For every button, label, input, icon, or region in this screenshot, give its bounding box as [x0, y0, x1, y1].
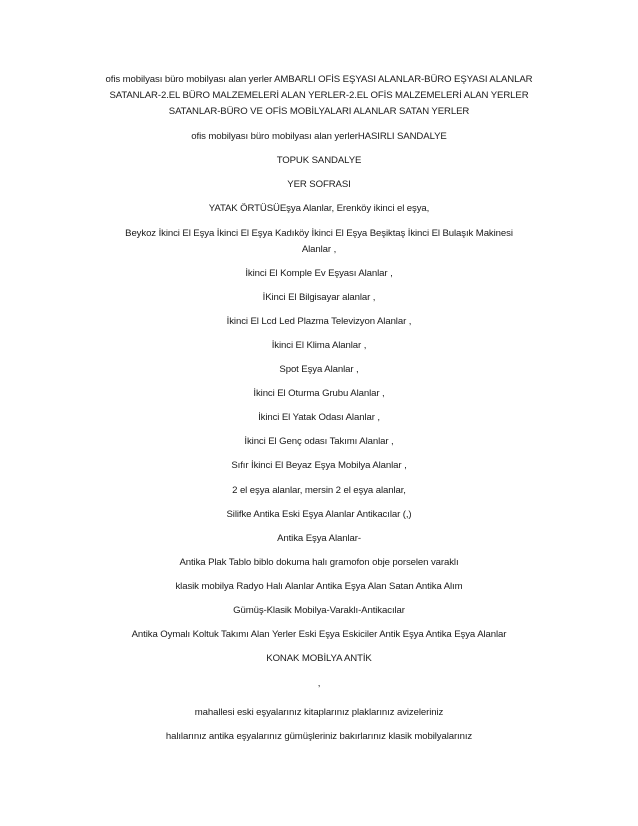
heading-line: SATANLAR-BÜRO VE OFİS MOBİLYALARI ALANLAR SATAN YERLER [168, 106, 470, 117]
paragraph: İkinci El Genç odası Takımı Alanlar , [244, 436, 394, 447]
paragraph: İkinci El Oturma Grubu Alanlar , [253, 388, 385, 399]
paragraph: Spot Eşya Alanlar , [279, 364, 359, 375]
paragraph: İKinci El Bilgisayar alanlar , [262, 292, 376, 303]
document-heading [80, 72, 558, 120]
paragraph: Antika Plak Tablo biblo dokuma halı gramofon obje porselen varaklı [179, 557, 459, 568]
paragraph: TOPUK SANDALYE [276, 155, 362, 166]
paragraph: mahallesi eski eşyalarınız kitaplarınız plaklarınız avizeleriniz [194, 707, 444, 718]
paragraph: İkinci El Klima Alanlar , [271, 340, 367, 351]
paragraph: klasik mobilya Radyo Halı Alanlar Antika Eşya Alan Satan Antika Alım [175, 581, 463, 592]
paragraph: Alanlar , [301, 244, 337, 255]
paragraph: Antika Oymalı Koltuk Takımı Alan Yerler Eski Eşya Eskiciler Antik Eşya Antika Eşya Alanlar [131, 629, 507, 640]
heading-line: SATANLAR-2.EL BÜRO MALZEMELERİ ALAN YERLER-2.EL OFİS MALZEMELERİ ALAN YERLER [109, 90, 529, 101]
paragraph: Antika Eşya Alanlar- [277, 533, 361, 544]
paragraph: 2 el eşya alanlar, mersin 2 el eşya alanlar, [232, 485, 406, 496]
paragraph: ofis mobilyası büro mobilyası alan yerlerHASIRLI SANDALYE [191, 131, 447, 142]
paragraph: KONAK MOBİLYA ANTİK [266, 653, 372, 664]
paragraph: İkinci El Lcd Led Plazma Televizyon Alanlar , [226, 316, 412, 327]
paragraph: İkinci El Komple Ev Eşyası Alanlar , [245, 268, 393, 279]
paragraph: halılarınız antika eşyalarınız gümüşleriniz bakırlarınız klasik mobilyalarınız [165, 731, 473, 742]
paragraph: YATAK ÖRTÜSÜEşya Alanlar, Erenköy ikinci el eşya, [208, 203, 430, 214]
paragraph: Silifke Antika Eski Eşya Alanlar Antikacılar (,) [226, 509, 412, 520]
heading-line: ofis mobilyası büro mobilyası alan yerler AMBARLI OFİS EŞYASI ALANLAR-BÜRO EŞYASI ALANLAR [105, 74, 533, 85]
paragraph: Gümüş-Klasik Mobilya-Varaklı-Antikacılar [233, 605, 405, 616]
paragraph: Sıfır İkinci El Beyaz Eşya Mobilya Alanlar , [231, 460, 407, 471]
paragraph: , [317, 678, 321, 689]
paragraph: İkinci El Yatak Odası Alanlar , [258, 412, 380, 423]
paragraph: YER SOFRASI [287, 179, 351, 190]
paragraph: Beykoz İkinci El Eşya İkinci El Eşya Kadıköy İkinci El Eşya Beşiktaş İkinci El Bulaşık Makinesi [125, 228, 513, 239]
